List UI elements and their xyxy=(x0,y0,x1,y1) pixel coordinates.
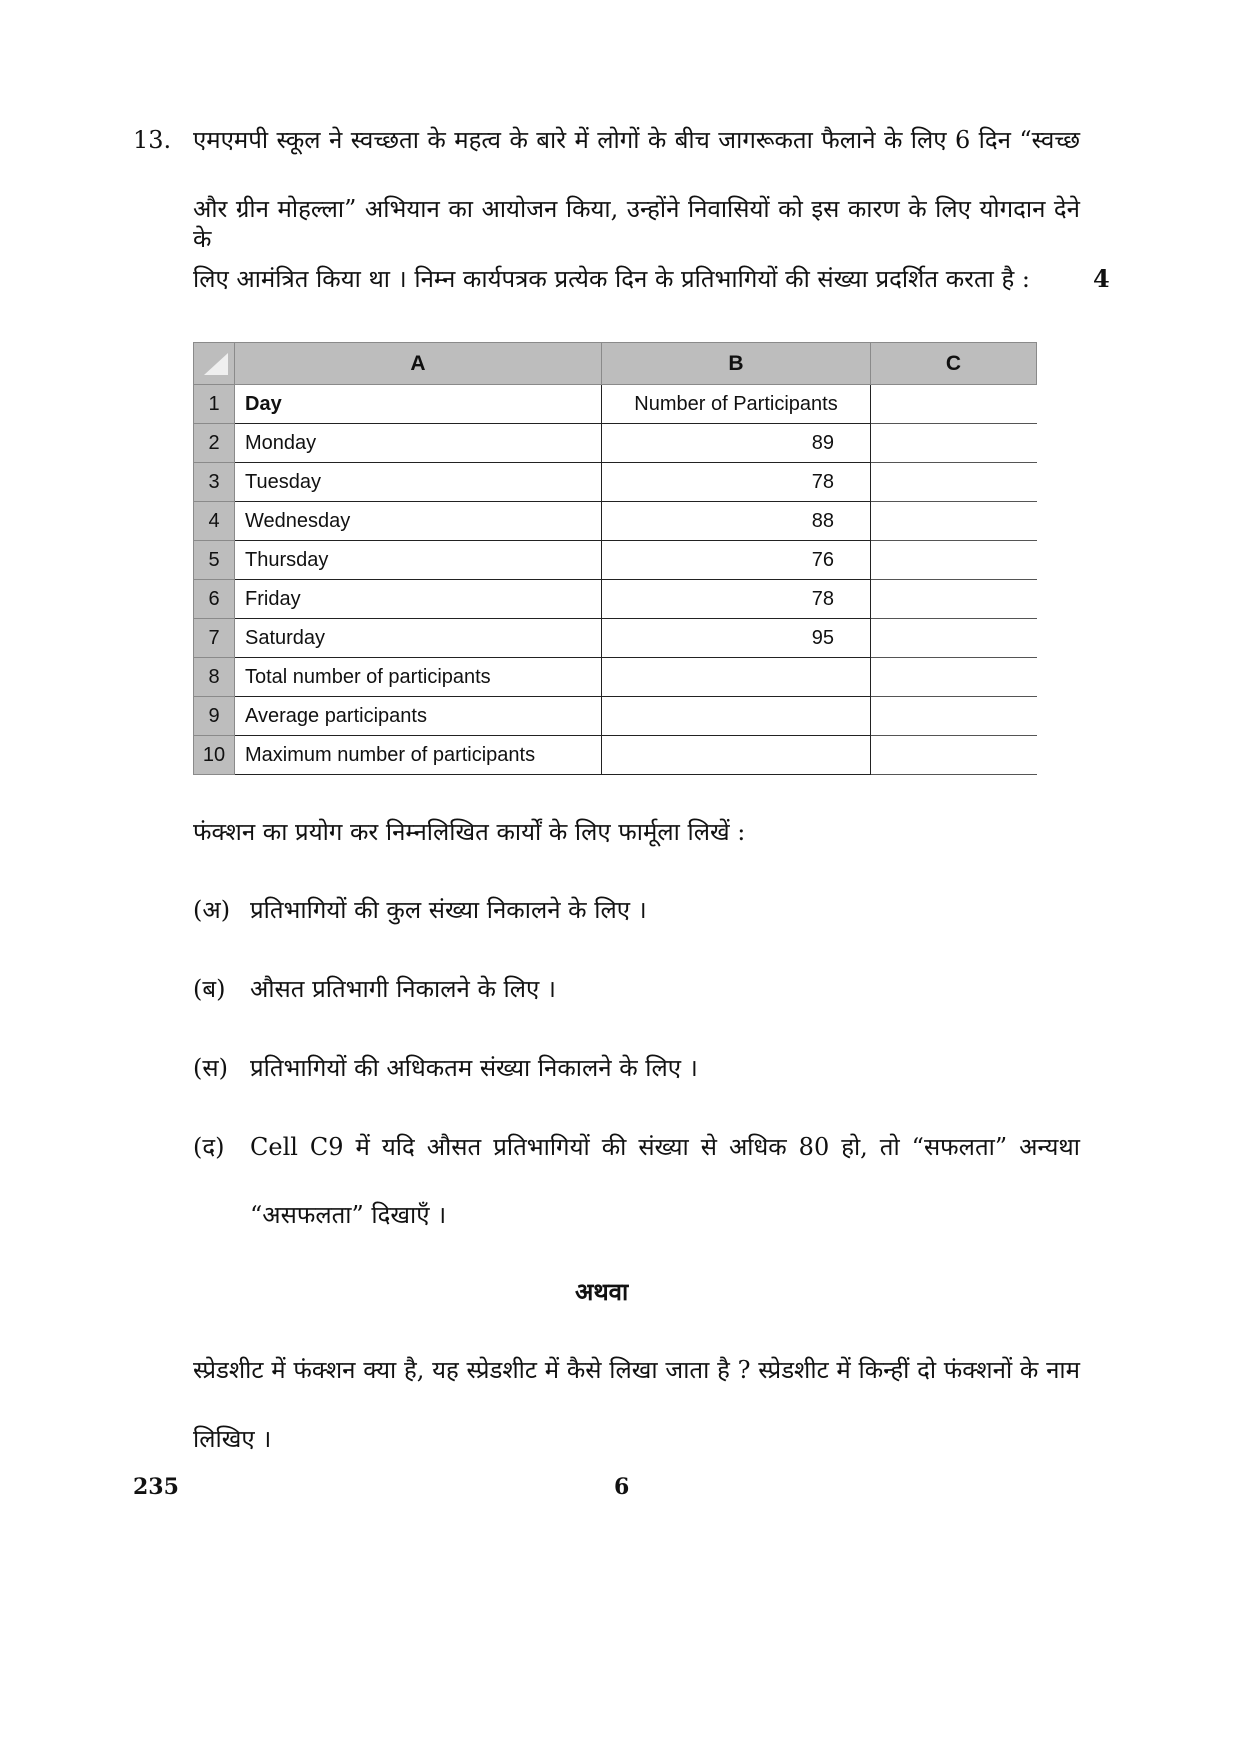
row-number[interactable]: 8 xyxy=(194,658,235,697)
row-number[interactable]: 1 xyxy=(194,385,235,424)
alt-question-line-2: लिखिए । xyxy=(193,1425,272,1453)
table-row xyxy=(194,736,1037,775)
column-header-b[interactable]: B xyxy=(602,343,871,385)
cell-a2[interactable]: Monday xyxy=(235,424,602,463)
part-text-a: प्रतिभागियों की कुल संख्या निकालने के लिए । xyxy=(250,896,647,924)
row-number[interactable]: 5 xyxy=(194,541,235,580)
part-text-c: प्रतिभागियों की अधिकतम संख्या निकालने के लिए । xyxy=(250,1054,698,1082)
cell-b5[interactable]: 76 xyxy=(602,541,871,580)
part-label-d: (द) xyxy=(193,1133,225,1161)
cell-c1[interactable] xyxy=(871,385,1037,424)
row-number[interactable]: 7 xyxy=(194,619,235,658)
table-row xyxy=(194,697,1037,736)
cell-a10[interactable]: Maximum number of participants xyxy=(235,736,602,775)
cell-c3[interactable] xyxy=(871,463,1037,502)
spreadsheet-table xyxy=(193,342,1037,775)
part-text-d-continued: “असफलता” दिखाएँ । xyxy=(250,1201,447,1229)
part-label-b: (ब) xyxy=(193,975,226,1003)
paper-code: 235 xyxy=(133,1474,179,1500)
question-number: 13. xyxy=(133,126,172,154)
table-row xyxy=(194,424,1037,463)
column-header-a[interactable]: A xyxy=(235,343,602,385)
cell-a9[interactable]: Average participants xyxy=(235,697,602,736)
part-text-d: Cell C9 में यदि औसत प्रतिभागियों की संख्या से अधिक 80 हो, तो “सफलता” अन्यथा xyxy=(250,1133,1080,1161)
cell-a1[interactable]: Day xyxy=(235,385,602,424)
cell-c7[interactable] xyxy=(871,619,1037,658)
cell-c2[interactable] xyxy=(871,424,1037,463)
cell-a4[interactable]: Wednesday xyxy=(235,502,602,541)
cell-c6[interactable] xyxy=(871,580,1037,619)
question-line-1: एमएमपी स्कूल ने स्वच्छता के महत्व के बारे में लोगों के बीच जागरूकता फैलाने के लिए 6 दिन “स्वच्छ xyxy=(193,126,1080,154)
cell-c4[interactable] xyxy=(871,502,1037,541)
question-marks: 4 xyxy=(1093,264,1110,293)
column-header-c[interactable]: C xyxy=(871,343,1037,385)
part-label-c: (स) xyxy=(193,1054,228,1082)
page-number: 6 xyxy=(614,1474,630,1500)
cell-c5[interactable] xyxy=(871,541,1037,580)
cell-b3[interactable]: 78 xyxy=(602,463,871,502)
table-row xyxy=(194,580,1037,619)
row-number[interactable]: 10 xyxy=(194,736,235,775)
cell-b7[interactable]: 95 xyxy=(602,619,871,658)
question-line-3: लिए आमंत्रित किया था । निम्न कार्यपत्रक प्रत्येक दिन के प्रतिभागियों की संख्या प्रदर्शित करता है : xyxy=(193,265,1030,293)
cell-b6[interactable]: 78 xyxy=(602,580,871,619)
table-row xyxy=(194,463,1037,502)
part-text-b: औसत प्रतिभागी निकालने के लिए । xyxy=(250,975,557,1003)
cell-c9[interactable] xyxy=(871,697,1037,736)
or-heading: अथवा xyxy=(575,1277,629,1306)
cell-c8[interactable] xyxy=(871,658,1037,697)
cell-b1[interactable]: Number of Participants xyxy=(602,385,871,424)
question-line-2: और ग्रीन मोहल्ला” अभियान का आयोजन किया, उन्होंने निवासियों को इस कारण के लिए योगदान देने के xyxy=(193,195,1080,253)
row-number[interactable]: 6 xyxy=(194,580,235,619)
table-row xyxy=(194,541,1037,580)
select-all-corner[interactable] xyxy=(194,343,235,385)
cell-b2[interactable]: 89 xyxy=(602,424,871,463)
part-label-a: (अ) xyxy=(193,896,231,924)
cell-a7[interactable]: Saturday xyxy=(235,619,602,658)
cell-b4[interactable]: 88 xyxy=(602,502,871,541)
column-header-row xyxy=(194,343,1037,385)
cell-c10[interactable] xyxy=(871,736,1037,775)
cell-a8[interactable]: Total number of participants xyxy=(235,658,602,697)
table-row xyxy=(194,385,1037,424)
table-row xyxy=(194,658,1037,697)
cell-b9[interactable] xyxy=(602,697,871,736)
alt-question-line-1: स्प्रेडशीट में फंक्शन क्या है, यह स्प्रेडशीट में कैसे लिखा जाता है ? स्प्रेडशीट में किन्हीं दो फंक्शनों के नाम xyxy=(193,1356,1080,1384)
row-number[interactable]: 2 xyxy=(194,424,235,463)
row-number[interactable]: 4 xyxy=(194,502,235,541)
cell-a5[interactable]: Thursday xyxy=(235,541,602,580)
cell-b10[interactable] xyxy=(602,736,871,775)
table-row xyxy=(194,619,1037,658)
row-number[interactable]: 9 xyxy=(194,697,235,736)
cell-a6[interactable]: Friday xyxy=(235,580,602,619)
row-number[interactable]: 3 xyxy=(194,463,235,502)
cell-b8[interactable] xyxy=(602,658,871,697)
table-row xyxy=(194,502,1037,541)
select-all-triangle-icon xyxy=(200,351,230,377)
instruction-text: फंक्शन का प्रयोग कर निम्नलिखित कार्यों के लिए फार्मूला लिखें : xyxy=(193,818,746,846)
cell-a3[interactable]: Tuesday xyxy=(235,463,602,502)
